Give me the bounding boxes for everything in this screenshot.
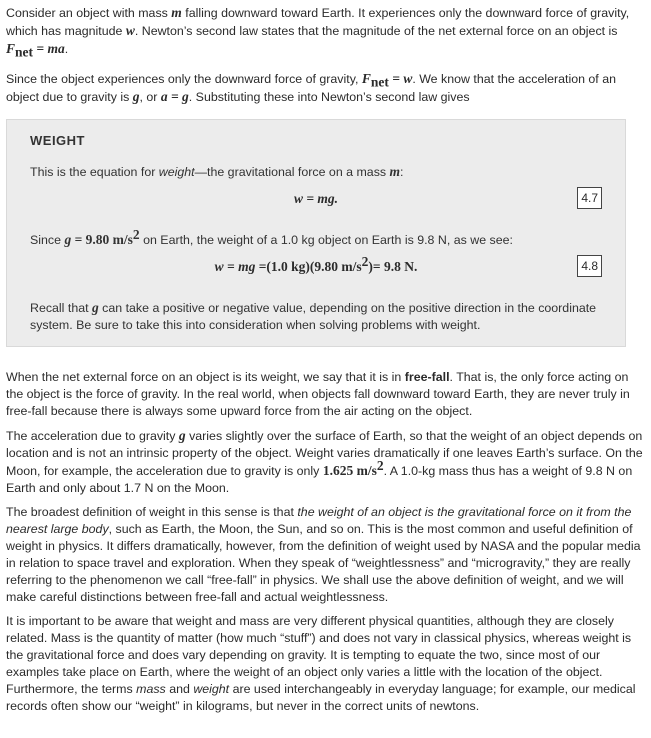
math-w: = w bbox=[388, 71, 413, 86]
math-f: F bbox=[6, 41, 16, 56]
math-g: g bbox=[132, 89, 140, 104]
text: . A 1.0-kg mass thus has a weight of 9.8 N on Earth and only about 1.7 N on the Moon. bbox=[6, 464, 633, 495]
text: and bbox=[165, 682, 194, 696]
text: . That is, the only force acting on the object is the force of gravity. In the real world, when objects fall downward toward Earth, they are never truly in free-fall because there is always some upward force from the air acting on the object. bbox=[6, 370, 630, 418]
callout-line-2 bbox=[30, 226, 602, 249]
keyword-free-fall: free-fall bbox=[404, 370, 450, 384]
math-value: 1.625 m/s bbox=[322, 463, 377, 478]
text: are used interchangeably in everyday language; for example, our medical records often show our “weight” in kilograms, but never in the correct units of newtons. bbox=[6, 682, 636, 713]
math-m: m bbox=[389, 164, 401, 179]
equation-number-4-8: 4.8 bbox=[577, 255, 602, 277]
math-g: g bbox=[64, 232, 72, 247]
weight-callout-box bbox=[6, 119, 626, 347]
text: —the gravitational force on a mass bbox=[194, 165, 390, 179]
math-w-mg: w = mg bbox=[214, 259, 256, 274]
emphasis: mass bbox=[136, 682, 166, 696]
callout-line-3 bbox=[30, 299, 602, 334]
math-sup: 2 bbox=[376, 457, 384, 473]
text: When the net external force on an object is its weight, we say that it is in bbox=[6, 370, 405, 384]
callout-line-1 bbox=[30, 163, 602, 181]
math-m: m bbox=[171, 5, 182, 20]
math-ma: = ma bbox=[33, 41, 65, 56]
text: varies slightly over the surface of Earth, so that the weight of an object depends on location and is not an intrinsic property of the object. Weight varies dramatically if one leaves Earth’s surface. On the Moon, for example, the acceleration due to gravity is only bbox=[6, 429, 643, 478]
equation-row-4-8 bbox=[30, 255, 602, 279]
equation-4-8 bbox=[30, 253, 602, 276]
emphasis: weight bbox=[193, 682, 230, 696]
text: Since bbox=[30, 233, 65, 247]
gravity-variation-paragraph bbox=[6, 427, 645, 497]
math-value: )= 9.8 N. bbox=[368, 259, 418, 274]
callout-title: WEIGHT bbox=[30, 133, 85, 148]
text: . Substituting these into Newton’s second law gives bbox=[188, 90, 470, 104]
math-sup: 2 bbox=[361, 253, 369, 269]
text: Since the object experiences only the downward force of gravity, bbox=[6, 72, 362, 86]
text: Recall that bbox=[30, 301, 92, 315]
math-net-sub: net bbox=[15, 44, 34, 60]
text: falling downward toward Earth. It experiences only the downward force of gravity, which has magnitude bbox=[6, 6, 630, 38]
text: : bbox=[400, 165, 404, 179]
text: It is important to be aware that weight and mass are very different physical quantities, although they are closely related. Mass is the quantity of matter (how much “stuff”) and does not vary in classical physics, whereas weight is the gravitational force and does vary depending on gravity. It is tempting to equate the two, since most of our examples take place on Earth, where the weight of an object only varies a little with the location of the object. Furthermore, the terms bbox=[6, 614, 632, 696]
equation-number-4-7: 4.7 bbox=[577, 187, 602, 209]
text: . We know that the acceleration of an object due to gravity is bbox=[6, 72, 616, 104]
text: . Newton’s second law states that the magnitude of the net external force on an object is bbox=[134, 24, 618, 38]
free-fall-paragraph bbox=[6, 369, 645, 420]
math-value: = 9.80 m/s bbox=[71, 232, 133, 247]
text: on Earth, the weight of a 1.0 kg object on Earth is 9.8 N, as we see: bbox=[139, 233, 513, 247]
math-net-sub: net bbox=[370, 74, 389, 90]
text: can take a positive or negative value, depending on the positive direction in the coordinate system. Be sure to take this into consideration when solving problems with weight. bbox=[30, 301, 597, 332]
text: The broadest definition of weight in this sense is that bbox=[6, 505, 298, 519]
emphasis: weight bbox=[158, 165, 195, 179]
emphasis: the weight of an object is the gravitational force on it from the nearest large body bbox=[6, 505, 632, 536]
weight-definition-paragraph bbox=[6, 504, 645, 606]
spacer bbox=[30, 217, 602, 231]
math-sup: 2 bbox=[132, 226, 140, 242]
text: The acceleration due to gravity bbox=[6, 429, 179, 443]
math-a-g: a = g bbox=[160, 89, 189, 104]
math-g: g bbox=[178, 428, 186, 443]
text: Consider an object with mass bbox=[6, 6, 172, 20]
math-g: g bbox=[91, 300, 99, 315]
math-f: F bbox=[361, 71, 371, 86]
mass-vs-weight-paragraph bbox=[6, 613, 645, 715]
equation-row-4-7 bbox=[30, 187, 602, 211]
intro-paragraph-2 bbox=[6, 70, 645, 106]
math-value: =(1.0 kg)(9.80 m/s bbox=[255, 259, 362, 274]
math-w: w bbox=[125, 23, 135, 38]
text: , such as Earth, the Moon, the Sun, and so on. This is the most common and useful definition of weight in physics. It differs dramatically, however, from the definition of weight used by NASA and the popular media in relation to space travel and exploration. When they speak of “weightlessness” and “microgravity,” they are really referring to the phenomenon we call “free-fall” in physics. We shall use the above definition of weight, and we will make careful distinctions between free-fall and actual weightlessness. bbox=[6, 522, 641, 604]
text: , or bbox=[139, 90, 161, 104]
text: This is the equation for bbox=[30, 165, 159, 179]
spacer bbox=[30, 285, 602, 299]
equation-4-7: w = mg. bbox=[293, 191, 339, 206]
intro-paragraph-1 bbox=[6, 4, 645, 58]
text: . bbox=[64, 42, 69, 56]
